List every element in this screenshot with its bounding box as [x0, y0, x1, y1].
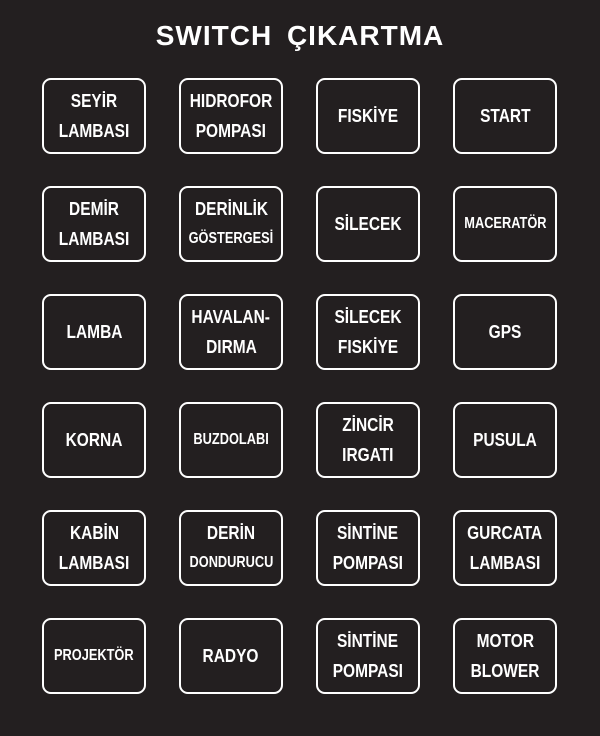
switch-label-text: SİLECEK [334, 214, 402, 234]
switch-label [42, 186, 146, 262]
switch-label [179, 78, 283, 154]
switch-label [453, 402, 557, 478]
switch-label [42, 618, 146, 694]
switch-label [453, 186, 557, 262]
switch-label-text: SİNTİNE [337, 523, 399, 543]
switch-label-text: HIDROFOR [189, 91, 273, 111]
switch-label [179, 294, 283, 370]
switch-label-text: KABİN [69, 523, 119, 543]
switch-label-text: KORNA [65, 430, 123, 450]
switch-label [179, 402, 283, 478]
switch-label-text: SİLECEK [334, 307, 402, 327]
switch-label-text: HAVALAN- [191, 307, 271, 327]
switch-label [42, 510, 146, 586]
switch-label-text: LAMBASI [469, 553, 541, 573]
switch-label-text: DEMİR [69, 199, 119, 219]
switch-label-text: START [479, 106, 531, 126]
switch-label [179, 186, 283, 262]
switch-label [453, 294, 557, 370]
switch-label-text: SİNTİNE [337, 631, 399, 651]
switch-label-text: IRGATI [342, 445, 394, 465]
switch-label [316, 402, 420, 478]
switch-label [316, 78, 420, 154]
switch-label [453, 510, 557, 586]
switch-label-text: PROJEKTÖR [54, 647, 134, 664]
switch-label-text: RADYO [203, 646, 259, 666]
switch-label-text: GURCATA [467, 523, 543, 543]
switch-label-text: DERİNLİK [194, 199, 268, 219]
sheet-title: SWITCH ÇIKARTMA [155, 20, 445, 51]
switch-label-text: GÖSTERGESİ [188, 230, 274, 247]
switch-label-text: DERİN [206, 523, 256, 543]
label-grid [42, 78, 558, 694]
switch-label [316, 510, 420, 586]
switch-label-text: SEYİR [70, 91, 118, 111]
switch-label [316, 186, 420, 262]
switch-label-text: LAMBASI [58, 121, 130, 141]
switch-label-text: ZİNCİR [342, 415, 394, 435]
switch-label-text: FISKİYE [337, 337, 399, 357]
switch-label [42, 78, 146, 154]
switch-label [453, 618, 557, 694]
switch-label-text: FISKİYE [337, 106, 399, 126]
switch-label-text: BLOWER [470, 661, 540, 681]
switch-label [179, 618, 283, 694]
switch-label-text: LAMBASI [58, 229, 130, 249]
switch-label [316, 618, 420, 694]
switch-label [453, 78, 557, 154]
switch-label-text: BUZDOLABI [193, 431, 269, 448]
switch-label-text: DIRMA [205, 337, 257, 357]
switch-label [179, 510, 283, 586]
switch-label-text: GPS [488, 322, 522, 342]
switch-label-text: POMPASI [332, 661, 404, 681]
switch-label [42, 294, 146, 370]
switch-label-text: MACERATÖR [463, 215, 547, 232]
switch-label-text: LAMBA [66, 322, 122, 342]
switch-label [42, 402, 146, 478]
switch-label-text: PUSULA [473, 430, 537, 450]
switch-label-text: POMPASI [332, 553, 404, 573]
switch-label-text: MOTOR [476, 631, 534, 651]
switch-label-text: LAMBASI [58, 553, 130, 573]
switch-label-text: POMPASI [195, 121, 267, 141]
switch-label-text: DONDURUCU [189, 554, 273, 571]
switch-label [316, 294, 420, 370]
